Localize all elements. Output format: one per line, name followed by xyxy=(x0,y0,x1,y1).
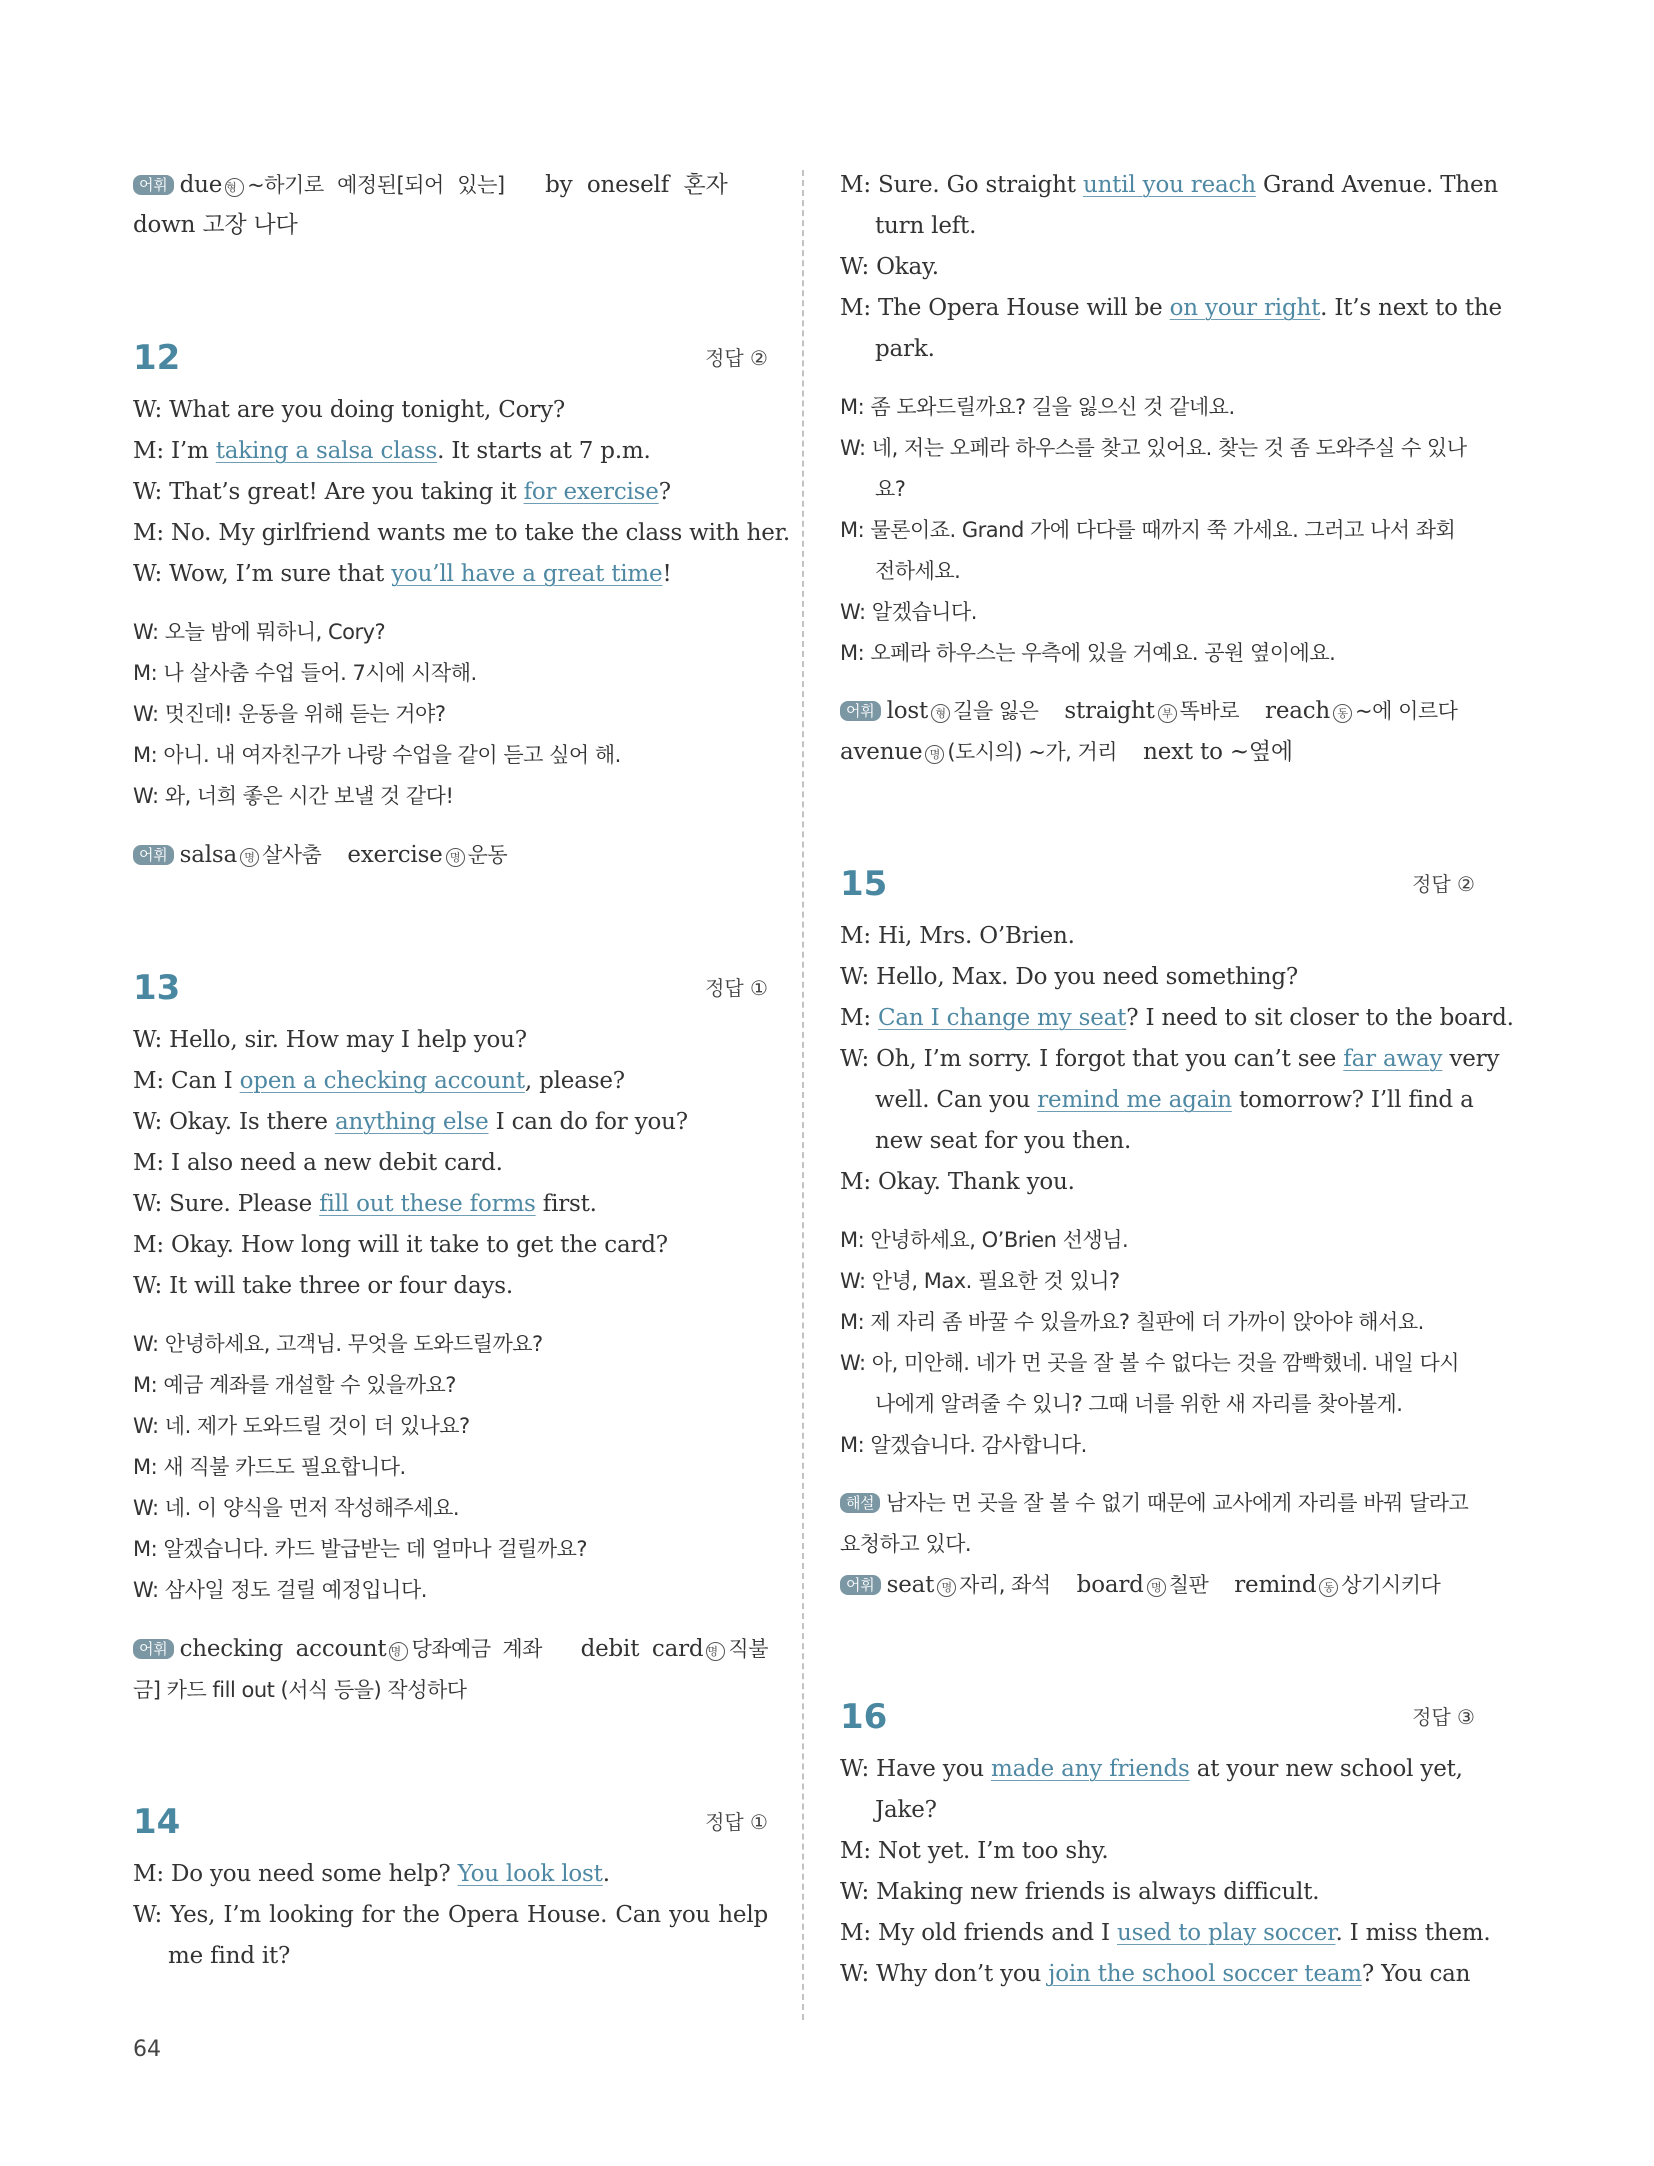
translation-line: M: 오페라 하우스는 우측에 있을 거예요. 공원 옆이에요. xyxy=(840,641,1336,665)
dialogue-line: M: Do you need some help? You look lost. xyxy=(133,1861,610,1887)
dialogue-line: M: Okay. How long will it take to get the card? xyxy=(133,1232,668,1258)
vocab-tag: 어휘 xyxy=(840,1575,881,1595)
translation-line: M: 제 자리 좀 바꿀 수 있을까요? 칠판에 더 가까이 앉아야 해서요. xyxy=(840,1310,1424,1334)
translation-line: W: 안녕, Max. 필요한 것 있니? xyxy=(840,1269,1120,1293)
translation-line: W: 네. 제가 도와드릴 것이 더 있나요? xyxy=(133,1414,470,1438)
vocab-line: 어휘 due 형 ~하기로 예정된[되어 있는] by oneself 혼자 xyxy=(133,170,768,200)
blank-answer: You look lost xyxy=(457,1861,603,1887)
page-number: 64 xyxy=(133,2037,161,2062)
blank-answer: you’ll have a great time xyxy=(391,561,663,587)
translation-line: W: 오늘 밤에 뭐하니, Cory? xyxy=(133,620,386,644)
translation-line: M: 알겠습니다. 카드 발급받는 데 얼마나 걸릴까요? xyxy=(133,1537,587,1561)
dialogue-line: Jake? xyxy=(875,1797,937,1823)
explanation-line: 해설 남자는 먼 곳을 잘 볼 수 없기 때문에 교사에게 자리를 바꿔 달라고 xyxy=(840,1488,1475,1518)
dialogue-line: W: Hello, Max. Do you need something? xyxy=(840,964,1298,990)
dialogue-line: W: Oh, I’m sorry. I forgot that you can’t see far away very xyxy=(840,1046,1500,1072)
translation-line: W: 알겠습니다. xyxy=(840,600,977,624)
translation-line: 요? xyxy=(875,477,906,501)
translation-line: M: 아니. 내 여자친구가 나랑 수업을 같이 듣고 싶어 해. xyxy=(133,743,621,767)
dialogue-line: W: Okay. xyxy=(840,254,939,280)
question-number: 14 xyxy=(133,1802,181,1842)
dialogue-line: park. xyxy=(875,336,935,362)
translation-line: 나에게 알려줄 수 있니? 그때 너를 위한 새 자리를 찾아볼게. xyxy=(875,1392,1403,1416)
dialogue-line: M: Sure. Go straight until you reach Grand Avenue. Then xyxy=(840,172,1498,198)
dialogue-line: W: It will take three or four days. xyxy=(133,1273,513,1299)
translation-line: W: 삼사일 정도 걸릴 예정입니다. xyxy=(133,1578,427,1602)
translation-line: W: 아, 미안해. 네가 먼 곳을 잘 볼 수 없다는 것을 깜빡했네. 내일 다시 xyxy=(840,1351,1460,1375)
answer-label: 정답 ③ xyxy=(1412,1705,1475,1729)
answer-label: 정답 ② xyxy=(1412,872,1475,896)
explanation-tag: 해설 xyxy=(840,1493,880,1513)
dialogue-line: M: The Opera House will be on your right. It’s next to the xyxy=(840,295,1502,321)
translation-line: M: 안녕하세요, O’Brien 선생님. xyxy=(840,1228,1129,1252)
dialogue-line: M: No. My girlfriend wants me to take the class with her. xyxy=(133,520,790,546)
dialogue-line: M: My old friends and I used to play soccer. I miss them. xyxy=(840,1920,1491,1946)
dialogue-line: well. Can you remind me again tomorrow? I’ll find a xyxy=(875,1087,1474,1113)
question-number: 16 xyxy=(840,1697,888,1737)
translation-line: W: 와, 너희 좋은 시간 보낼 것 같다! xyxy=(133,784,454,808)
translation-line: M: 좀 도와드릴까요? 길을 잃으신 것 같네요. xyxy=(840,395,1235,419)
dialogue-line: M: Okay. Thank you. xyxy=(840,1169,1075,1195)
vocab-line: 어휘 salsa 명 살사춤 exercise 명 운동 xyxy=(133,840,768,870)
blank-answer: taking a salsa class xyxy=(215,438,438,464)
blank-answer: open a checking account xyxy=(239,1068,525,1094)
vocab-tag: 어휘 xyxy=(133,845,174,865)
noun-symbol: 형 xyxy=(225,178,244,197)
column-divider xyxy=(802,170,804,2020)
vocab-line: 어휘 checking account 명 당좌예금 계좌 debit card 명 직불 xyxy=(133,1634,768,1664)
dialogue-line: W: What are you doing tonight, Cory? xyxy=(133,397,566,423)
vocab-tag: 어휘 xyxy=(133,1639,174,1659)
translation-line: W: 안녕하세요, 고객님. 무엇을 도와드릴까요? xyxy=(133,1332,543,1356)
blank-answer: join the school soccer team xyxy=(1048,1961,1362,1987)
translation-line: W: 멋진데! 운동을 위해 듣는 거야? xyxy=(133,702,446,726)
dialogue-line: M: I also need a new debit card. xyxy=(133,1150,503,1176)
blank-answer: made any friends xyxy=(990,1756,1190,1782)
vocab-line: 어휘 seat 명 자리, 좌석 board 명 칠판 remind 동 상기시키다 xyxy=(840,1570,1475,1600)
translation-line: M: 예금 계좌를 개설할 수 있을까요? xyxy=(133,1373,456,1397)
dialogue-line: M: I’m taking a salsa class. It starts at 7 p.m. xyxy=(133,438,651,464)
dialogue-line: M: Can I change my seat? I need to sit closer to the board. xyxy=(840,1005,1514,1031)
translation-line: M: 알겠습니다. 감사합니다. xyxy=(840,1433,1087,1457)
dialogue-line: new seat for you then. xyxy=(875,1128,1132,1154)
vocab-line: 어휘 lost 형 길을 잃은 straight 부 똑바로 reach 동 ~에 이르다 xyxy=(840,696,1475,726)
translation-line: M: 물론이죠. Grand 가에 다다를 때까지 쭉 가세요. 그러고 나서 좌회 xyxy=(840,518,1456,542)
question-number: 12 xyxy=(133,338,181,378)
blank-answer: remind me again xyxy=(1037,1087,1232,1113)
question-number: 13 xyxy=(133,968,181,1008)
dialogue-line: M: Can I open a checking account, please? xyxy=(133,1068,625,1094)
dialogue-line: W: Wow, I’m sure that you’ll have a great time! xyxy=(133,561,672,587)
dialogue-line: turn left. xyxy=(875,213,977,239)
blank-answer: Can I change my seat xyxy=(878,1005,1127,1031)
dialogue-line: W: Hello, sir. How may I help you? xyxy=(133,1027,527,1053)
vocab-tag: 어휘 xyxy=(133,175,174,195)
answer-label: 정답 ② xyxy=(705,346,768,370)
translation-line: 전하세요. xyxy=(875,559,961,583)
dialogue-line: me find it? xyxy=(168,1943,291,1969)
translation-line: M: 새 직불 카드도 필요합니다. xyxy=(133,1455,406,1479)
blank-answer: until you reach xyxy=(1082,172,1256,198)
dialogue-line: W: That’s great! Are you taking it for exercise? xyxy=(133,479,671,505)
vocab-line: avenue 명 (도시의) ~가, 거리 next to ~옆에 xyxy=(840,739,1293,765)
question-number: 15 xyxy=(840,864,888,904)
translation-line: W: 네. 이 양식을 먼저 작성해주세요. xyxy=(133,1496,460,1520)
blank-answer: far away xyxy=(1343,1046,1443,1072)
blank-answer: for exercise xyxy=(523,479,659,505)
blank-answer: on your right xyxy=(1169,295,1321,321)
dialogue-line: W: Have you made any friends at your new school yet, xyxy=(840,1756,1463,1782)
translation-line: M: 나 살사춤 수업 들어. 7시에 시작해. xyxy=(133,661,477,685)
vocab-line: down 고장 나다 xyxy=(133,212,298,238)
dialogue-line: W: Okay. Is there anything else I can do for you? xyxy=(133,1109,688,1135)
answer-label: 정답 ① xyxy=(705,976,768,1000)
translation-line: W: 네, 저는 오페라 하우스를 찾고 있어요. 찾는 것 좀 도와주실 수 있나 xyxy=(840,436,1467,460)
vocab-tag: 어휘 xyxy=(840,701,881,721)
dialogue-line: M: Not yet. I’m too shy. xyxy=(840,1838,1109,1864)
dialogue-line: W: Yes, I’m looking for the Opera House. Can you help xyxy=(133,1902,768,1928)
dialogue-line: M: Hi, Mrs. O’Brien. xyxy=(840,923,1075,949)
blank-answer: anything else xyxy=(334,1109,489,1135)
vocab-line: 금] 카드 fill out (서식 등을) 작성하다 xyxy=(133,1678,467,1702)
dialogue-line: W: Why don’t you join the school soccer team? You can xyxy=(840,1961,1471,1987)
explanation-line: 요청하고 있다. xyxy=(840,1532,972,1556)
answer-label: 정답 ① xyxy=(705,1810,768,1834)
blank-answer: fill out these forms xyxy=(319,1191,536,1217)
dialogue-line: W: Making new friends is always difficult. xyxy=(840,1879,1320,1905)
dialogue-line: W: Sure. Please fill out these forms first. xyxy=(133,1191,597,1217)
blank-answer: used to play soccer xyxy=(1116,1920,1336,1946)
